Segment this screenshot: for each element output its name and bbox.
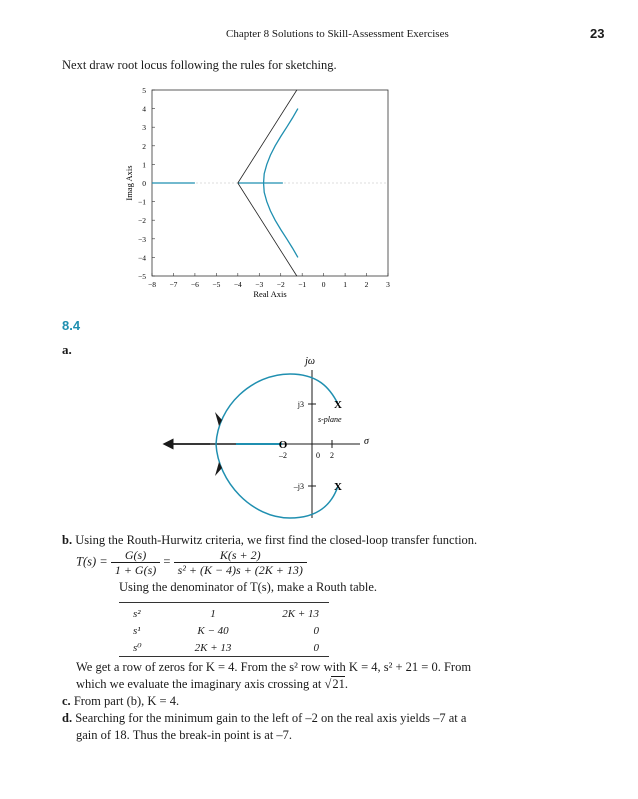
eq-lhs: T(s) = bbox=[76, 554, 108, 569]
y-tick-label: 4 bbox=[142, 104, 146, 114]
locus-arrow-upper bbox=[215, 412, 222, 426]
y-tick-label: 5 bbox=[142, 86, 146, 95]
pole-upper: X bbox=[334, 399, 342, 411]
part-b bbox=[62, 533, 477, 548]
transfer-function-equation bbox=[76, 548, 307, 577]
zero-marker: O bbox=[278, 439, 288, 451]
chapter-header: Chapter 8 Solutions to Skill-Assessment Exercises bbox=[226, 28, 449, 40]
y-tick-label: −5 bbox=[138, 272, 146, 281]
series-branch-lower bbox=[264, 183, 298, 257]
locus-arrow-lower bbox=[215, 462, 222, 476]
y-tick-label: −3 bbox=[138, 234, 146, 244]
root-locus-chart bbox=[0, 0, 638, 320]
jw-label: jω bbox=[305, 356, 315, 367]
intro-text: Next draw root locus following the rules for sketching. bbox=[62, 58, 337, 72]
x-tick-label: −4 bbox=[233, 280, 242, 289]
circular-locus bbox=[216, 374, 338, 518]
routh-cell: 0 bbox=[253, 639, 329, 657]
routh-cell: K − 40 bbox=[197, 624, 229, 637]
x-tick-label: −2 bbox=[276, 280, 285, 289]
part-c-label: c. bbox=[62, 694, 71, 708]
x-tick-label: −3 bbox=[255, 280, 264, 289]
eq-equals: = bbox=[163, 554, 171, 569]
y-tick-label: 3 bbox=[142, 123, 146, 133]
part-d-line-2: gain of 18. Thus the break-in point is at –7. bbox=[76, 728, 293, 742]
y-axis-label: Imag Axis bbox=[124, 165, 134, 201]
s-plane-sketch bbox=[0, 340, 638, 530]
part-a-label: a. bbox=[62, 342, 72, 357]
x-tick-label: −6 bbox=[190, 280, 199, 289]
part-c bbox=[62, 694, 179, 709]
neg-j3-label: –j3 bbox=[293, 482, 304, 491]
y-tick-label: 2 bbox=[142, 141, 146, 151]
y-tick-label: 1 bbox=[142, 160, 146, 170]
x-tick-label: 3 bbox=[386, 280, 390, 289]
routh-intro: Using the denominator of T(s), make a Routh table. bbox=[119, 580, 378, 594]
section-number: 8.4 bbox=[62, 318, 81, 333]
y-tick-label: −2 bbox=[138, 216, 146, 226]
x-tick-label: −1 bbox=[298, 280, 307, 289]
x-tick-label: −8 bbox=[148, 280, 156, 289]
x-tick-label: 2 bbox=[364, 280, 369, 289]
routh-row bbox=[119, 603, 329, 623]
x-tick-label: 0 bbox=[321, 280, 326, 289]
part-c-text: From part (b), K = 4. bbox=[73, 694, 180, 708]
conclusion-line-2 bbox=[76, 677, 348, 692]
routh-row-label: s⁰ bbox=[119, 639, 173, 657]
two-label: 2 bbox=[330, 451, 334, 460]
conclusion-line-1: We get a row of zeros for K = 4. From the s² row with K = 4, s² + 21 = 0. From bbox=[76, 660, 472, 674]
sigma-label: σ bbox=[364, 436, 369, 447]
series-asymptote-lower bbox=[238, 183, 297, 276]
x-tick-label: −7 bbox=[169, 280, 178, 289]
routh-cell: 2K + 13 bbox=[173, 639, 253, 657]
origin-label: 0 bbox=[316, 451, 320, 460]
x-axis-label: Real Axis bbox=[253, 289, 287, 299]
x-tick-label: −5 bbox=[212, 280, 221, 289]
routh-row bbox=[119, 622, 329, 639]
fraction-one bbox=[111, 548, 160, 577]
part-d bbox=[62, 711, 466, 726]
s-plane-label: s-plane bbox=[318, 415, 342, 424]
pole-lower: X bbox=[334, 481, 342, 493]
fraction-two-denominator: s² + (K − 4)s + (2K + 13) bbox=[177, 563, 303, 577]
routh-row-label: s¹ bbox=[133, 624, 141, 637]
part-b-label: b. bbox=[62, 533, 73, 547]
part-d-line-1: Searching for the minimum gain to the left of –2 on the real axis yields –7 at a bbox=[75, 711, 467, 725]
routh-row-label: s² bbox=[119, 603, 173, 623]
y-tick-label: 0 bbox=[142, 179, 146, 188]
part-b-text: Using the Routh-Hurwitz criteria, we first find the closed-loop transfer function. bbox=[75, 533, 478, 547]
y-tick-label: −4 bbox=[138, 253, 146, 263]
fraction-two-numerator: K(s + 2) bbox=[174, 548, 307, 563]
fraction-two bbox=[174, 548, 307, 577]
y-tick-label: −1 bbox=[138, 197, 146, 207]
fraction-one-numerator: G(s) bbox=[111, 548, 160, 563]
series-asymptote-upper bbox=[238, 90, 297, 183]
routh-cell: 1 bbox=[173, 603, 253, 623]
neg-two-label: –2 bbox=[279, 451, 287, 460]
part-d-label: d. bbox=[62, 711, 73, 725]
conclusion-line-2-text: which we evaluate the imaginary axis crossing at bbox=[76, 677, 325, 691]
sqrt-value: 21 bbox=[332, 677, 345, 691]
routh-cell: 0 bbox=[313, 624, 319, 637]
fraction-one-denominator: 1 + G(s) bbox=[114, 563, 157, 577]
series-branch-upper bbox=[264, 109, 298, 183]
sqrt-symbol: √ bbox=[324, 677, 332, 691]
conclusion-period: . bbox=[344, 677, 349, 691]
routh-cell: 2K + 13 bbox=[253, 603, 329, 623]
j3-label: j3 bbox=[297, 400, 304, 409]
routh-row bbox=[119, 639, 329, 657]
routh-table bbox=[119, 602, 329, 657]
x-tick-label: 1 bbox=[343, 280, 347, 289]
page-number: 23 bbox=[590, 26, 605, 41]
